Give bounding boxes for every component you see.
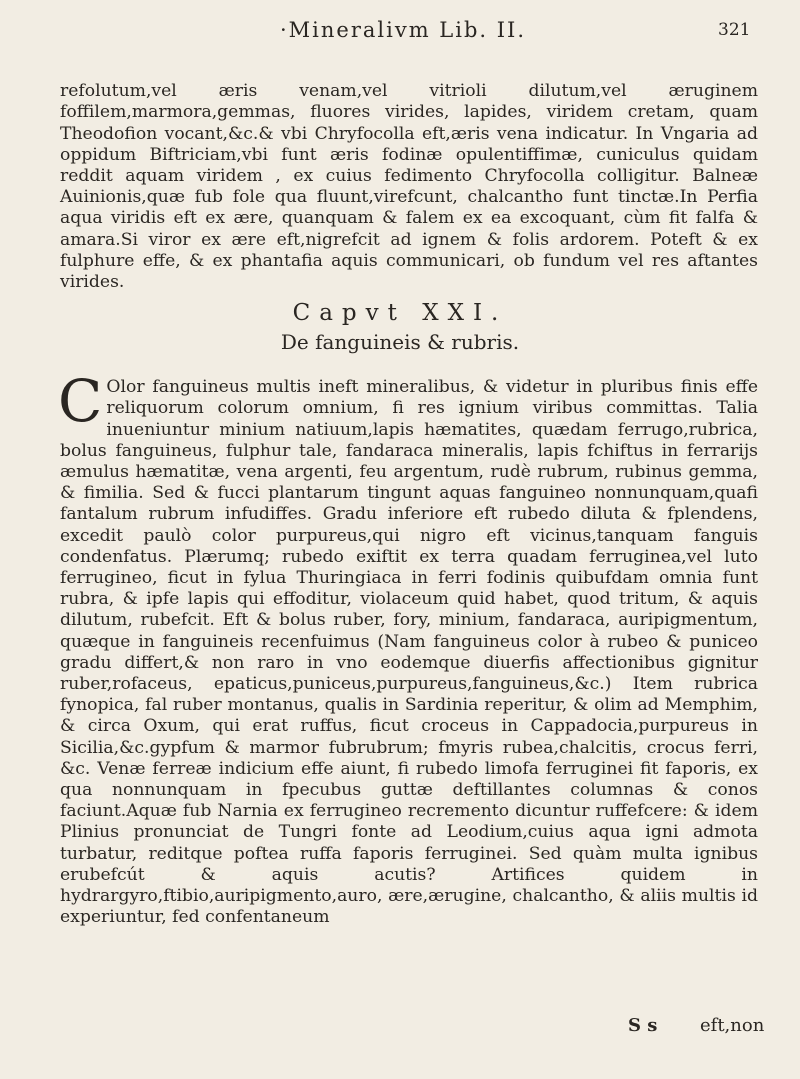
- running-title: ·Mineralivm Lib. II.: [280, 18, 527, 42]
- paragraph-2-text: Olor fanguineus multis ineft mineralibus, & videtur in pluribus finis effe reliquorum colorum omnium, fi res ignium viribus committas. Talia inueniuntur minium natiuum,lapis hæmatites, quædam ferrugo,rubrica, bolus fanguineus, fulphur tale, fandaraca mineralis, lapis fchiftus in ferrarijs æmulus hæmatitæ, vena argenti, feu argentum, rudè rubrum, rubinus gemma, & fimilia. Sed & fucci plantarum tingunt aquas fanguineo nonnunquam,quafi fantalum rubrum infudiffes. Gradu inferiore eft rubedo diluta & fplendens, excedit paulò color purpureus,qui nigro eft vicinus,tanquam fanguis condenfatus. Plærumq; rubedo exiftit ex terra quadam ferruginea,vel luto ferrugineo, ficut in fylua Thuringiaca in ferri fodinis quibufdam omnia funt rubra, & ipfe lapis qui effoditur, violaceum quid habet, quod tritum, & aquis dilutum, rubefcit. Eft & bolus ruber, fory, minium, fandaraca, auripigmentum, quæque in fanguineis recenfuimus (Nam fanguineus color à rubeo & puniceo gradu differt,& non raro in vno eodemque diuerfis affectionibus gignitur ruber,rofaceus, epaticus,puniceus,purpureus,fanguineus,&c.) Item rubrica fynopica, fal ruber montanus, qualis in Sardinia reperitur, & olim ad Memphim, & circa Oxum, qui erat ruffus, ficut croceus in Cappadocia,purpureus in Sicilia,&c.gypfum & marmor fubrubrum; fmyris rubea,chalcitis, crocus ferri, &c. Venæ ferreæ indicium effe aiunt, fi rubedo limofa ferruginei fit faporis, ex qua nonnunquam in fpecubus guttæ deftillantes columnas & conos faciunt.Aquæ fub Narnia ex ferrugineo recremento dicuntur ruffefcere: & idem Plinius pronunciat de Tungri fonte ad Leodium,cuius aqua igni admota turbatur, reditque poftea ruffa faporis ferruginei. Sed quàm multa ignibus erubefcút & aquis acutis? Artifices quidem in hydrargyro,ftibio,auripigmento,auro, ære,ærugine, chalcantho, & aliis multis id experiuntur, fed confentaneum: [60, 377, 758, 928]
- paragraph-1: refolutum,vel æris venam,vel vitrioli dilutum,vel æruginem foffilem,marmora,gemmas, fluores virides, lapides, viridem cretam, quam Theodofion vocant,&c.& vbi Chryfocolla eft,æris vena indicatur. In Vngaria ad oppidum Biftriciam,vbi funt æris fodinæ opulentiffimæ, cuniculus quidam reddit aquam viridem , ex cuius fedimento Chryfocolla colligitur. Balneæ Auinionis,quæ fub fole qua fluunt,virefcunt, chalcantho funt tinctæ.In Perfia aqua viridis eft ex ære, quanquam & falem ex ea excoquant, cùm fit falfa & amara.Si viror ex ære eft,nigrefcit ad ignem & folis ardorem. Poteft & ex fulphure effe, & ex phantafia aquis communicari, ob fundum vel res aftantes virides.: [60, 81, 758, 293]
- chapter-heading: Capvt XXI.: [292, 300, 508, 326]
- running-head: [0, 18, 800, 58]
- paragraph-2: [58, 367, 758, 928]
- drop-cap: C: [58, 367, 103, 436]
- chapter-subtitle: De fanguineis & rubris.: [280, 330, 520, 354]
- signature-mark: S s: [628, 1015, 658, 1036]
- page-number: 321: [718, 20, 751, 40]
- catchword: eft,non: [700, 1015, 765, 1036]
